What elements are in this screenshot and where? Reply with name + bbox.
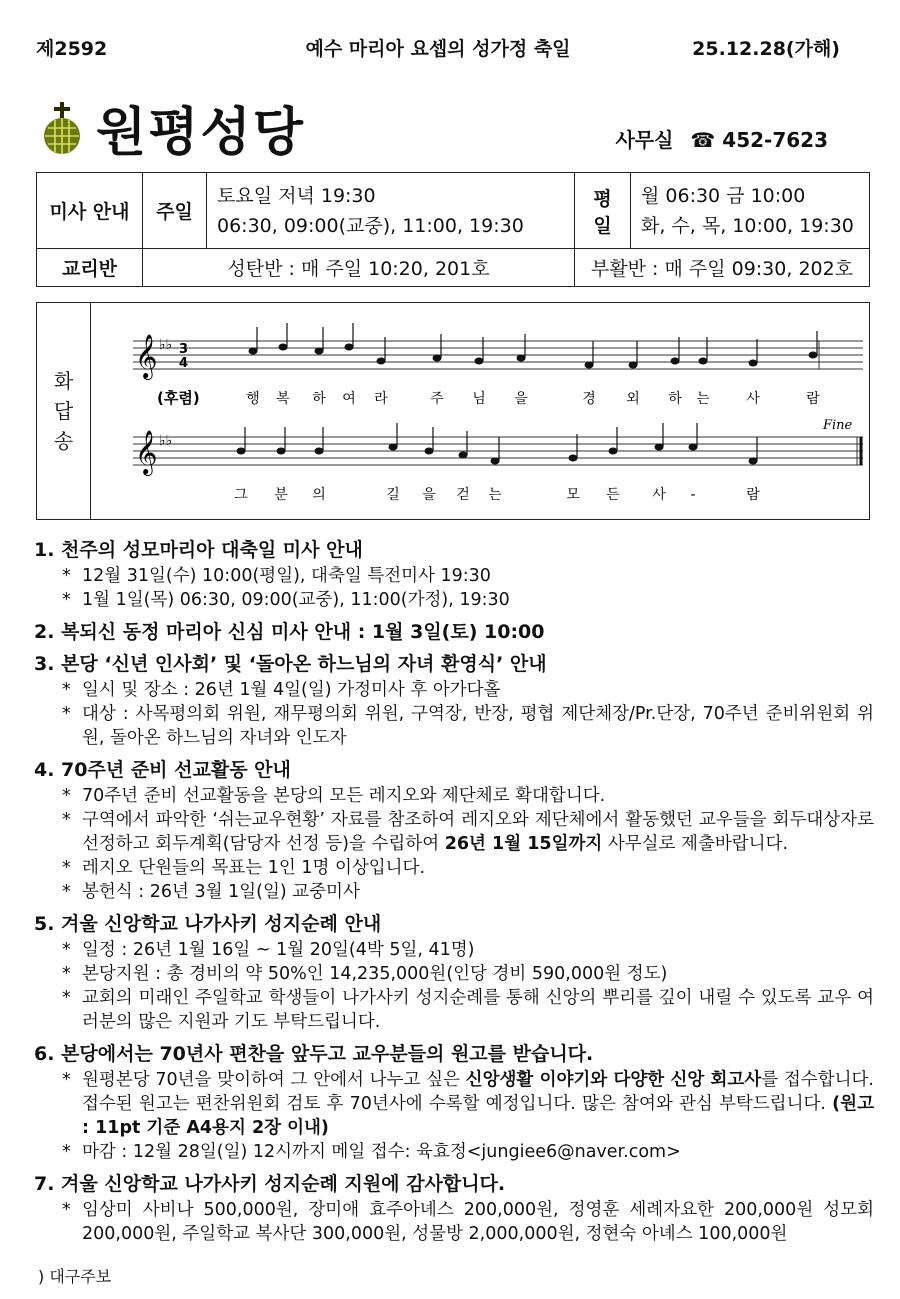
psalm-label: 화 답 송	[37, 303, 91, 519]
office-label: 사무실	[615, 128, 674, 152]
note-head	[475, 358, 484, 365]
treble-clef-icon-2: 𝄞	[135, 430, 158, 474]
lyric-syllable: 하	[312, 391, 326, 407]
note-head	[279, 344, 288, 351]
treble-clef-icon: 𝄞	[135, 334, 158, 378]
notices	[34, 538, 874, 1254]
note-head	[749, 360, 758, 367]
notice-7	[34, 1172, 874, 1246]
fine-mark: Fine	[823, 418, 853, 433]
note-head	[491, 458, 500, 465]
list-item: * 일정 : 26년 1월 16일 ~ 1월 20일(4박 5일, 41명)	[62, 940, 475, 960]
lyric-syllable: 모	[566, 487, 580, 503]
lyric-syllable: 는	[696, 391, 710, 407]
note-head	[609, 448, 618, 455]
mass-schedule-table	[36, 172, 870, 287]
note-head	[671, 358, 680, 365]
lyric-syllable: 을	[514, 391, 528, 407]
list-item: * 마감 : 12월 28일(일) 12시까지 메일 접수: 육효정<jungiee6@naver.com>	[62, 1142, 681, 1162]
lyric-syllable: 행	[246, 391, 260, 407]
note-head	[425, 448, 434, 455]
time-signature-top: 3	[179, 342, 189, 357]
lyric-syllable: 람	[806, 391, 820, 407]
masthead	[36, 34, 840, 64]
advent-class: 성탄반 : 매 주일 10:20, 201호	[143, 249, 575, 287]
note-head	[459, 452, 468, 459]
lyric-syllable: 외	[626, 391, 640, 407]
lyrics-line-2	[234, 486, 760, 503]
note-head	[237, 448, 246, 455]
music-score	[93, 303, 869, 519]
note-head	[315, 448, 324, 455]
notice-title: 6. 본당에서는 70년사 편찬을 앞두고 교우분들의 원고를 받습니다.	[34, 1043, 594, 1065]
lyric-syllable: 분	[274, 487, 288, 503]
parish-logo-icon	[40, 100, 84, 156]
list-item: * 1월 1일(목) 06:30, 09:00(교중), 11:00(가정), 19:30	[62, 590, 510, 610]
note-head	[389, 444, 398, 451]
lyric-syllable: 하	[668, 391, 682, 407]
time-signature-bottom: 4	[179, 356, 189, 371]
list-item: * 일시 및 장소 : 26년 1월 4일(일) 가정미사 후 아가다홀	[62, 680, 501, 700]
notice-title: 3. 본당 ‘신년 인사회’ 및 ‘돌아온 하느님의 자녀 환영식’ 안내	[34, 653, 547, 675]
list-item: * 대상 : 사목평의회 위원, 재무평의회 위원, 구역장, 반장, 평협 제단체장/Pr.단장, 70주년 준비위원회 위원, 돌아온 하느님의 자녀와 인도자	[62, 704, 874, 748]
notice-title: 5. 겨울 신앙학교 나가사키 성지순례 안내	[34, 913, 382, 935]
telephone-icon: ☎	[690, 128, 716, 152]
notice-6	[34, 1042, 874, 1164]
note-head	[315, 348, 324, 355]
list-item: * 구역에서 파악한 ‘쉬는교우현황’ 자료를 참조하여 레지오와 제단체에서 활동했던 교우들을 회두대상자로 선정하고 회두계획(담당자 선정 등)을 수립하여 26년 1월 15일까지 사무실로 제출바랍니다.	[62, 810, 874, 854]
notice-4	[34, 758, 874, 904]
notice-3	[34, 652, 874, 750]
list-item: * 원평본당 70년을 맞이하여 그 안에서 나누고 싶은 신앙생활 이야기와 다양한 신앙 회고사를 접수합니다. 접수된 원고는 편찬위원회 검토 후 70년사에 수록할 예정입니다. 많은 참여와 관심 부탁드립니다. (원고 : 11pt 기준 A4용지 2장 이내)	[62, 1070, 874, 1138]
lyric-syllable: 경	[582, 391, 596, 407]
list-item: * 임상미 사비나 500,000원, 장미애 효주아녜스 200,000원, 정영훈 세례자요한 200,000원 성모회 200,000원, 주일학교 복사단 300,000원, 성물방 2,000,000원, 정현숙 아녜스 100,000원	[62, 1200, 874, 1244]
lyric-syllable: 그	[234, 487, 248, 503]
notice-title: 2. 복되신 동정 마리아 신심 미사 안내 : 1월 3일(토) 10:00	[34, 621, 545, 643]
notice-5	[34, 912, 874, 1034]
list-item: * 교회의 미래인 주일학교 학생들이 나가사키 성지순례를 통해 신앙의 뿌리를 깊이 내릴 수 있도록 교우 여러분의 많은 지원과 기도 부탁드립니다.	[62, 988, 874, 1032]
note-head	[585, 362, 594, 369]
notice-title: 7. 겨울 신앙학교 나가사키 성지순례 지원에 감사합니다.	[34, 1173, 506, 1195]
feast-title: 예수 마리아 요셉의 성가정 축일	[305, 38, 571, 60]
lyric-syllable: 님	[472, 391, 486, 407]
note-head	[517, 355, 526, 362]
catechism-label: 교리반	[37, 249, 143, 287]
lyric-syllable: 여	[342, 391, 356, 407]
issue-date: 25.12.28(가해)	[692, 38, 840, 60]
lyric-syllable: 의	[312, 487, 326, 503]
note-head	[569, 455, 578, 462]
note-head	[345, 344, 354, 351]
list-item: * 본당지원 : 총 경비의 약 50%인 14,235,000원(인당 경비 590,000원 정도)	[62, 964, 668, 984]
sunday-times	[207, 173, 575, 249]
lyric-syllable: 길	[386, 487, 400, 503]
note-head	[655, 444, 664, 451]
lyric-syllable: 걷	[456, 487, 470, 503]
notice-title: 1. 천주의 성모마리아 대축일 미사 안내	[34, 539, 363, 561]
notice-1	[34, 538, 874, 612]
flat-sign-icon: ♭♭	[159, 337, 173, 353]
office-phone: 452-7623	[722, 128, 828, 152]
lyric-syllable: 든	[606, 487, 620, 503]
list-item: * 12월 31일(수) 10:00(평일), 대축일 특전미사 19:30	[62, 566, 491, 586]
footer-source: ) 대구주보	[38, 1267, 112, 1286]
lyric-syllable: 는	[488, 487, 502, 503]
sunday-line-2: 06:30, 09:00(교중), 11:00, 19:30	[217, 214, 524, 237]
lyric-syllable: 사	[652, 487, 666, 503]
easter-class: 부활반 : 매 주일 09:30, 202호	[575, 249, 870, 287]
sunday-label: 주일	[143, 173, 207, 249]
lyric-syllable: 람	[746, 487, 760, 503]
note-head	[433, 355, 442, 362]
note-head	[809, 352, 818, 359]
list-item: * 70주년 준비 선교활동을 본당의 모든 레지오와 제단체로 확대합니다.	[62, 786, 606, 806]
lyric-syllable: 라	[374, 391, 388, 407]
office-contact	[615, 124, 828, 153]
list-item: * 레지오 단원들의 목표는 1인 1명 이상입니다.	[62, 858, 426, 878]
note-head	[699, 358, 708, 365]
lyric-syllable: 을	[422, 487, 436, 503]
note-head	[749, 458, 758, 465]
notice-title: 4. 70주년 준비 선교활동 안내	[34, 759, 291, 781]
issue-number: 제2592	[36, 38, 108, 60]
parish-name: 원평성당	[96, 103, 305, 163]
note-head	[629, 362, 638, 369]
weekday-line-1: 월 06:30 금 10:00	[641, 184, 806, 207]
note-head	[377, 358, 386, 365]
weekday-line-2: 화, 수, 목, 10:00, 19:30	[641, 214, 854, 237]
lyric-syllable: 사	[746, 391, 760, 407]
lyric-syllable: 주	[430, 391, 444, 407]
note-head	[249, 348, 258, 355]
list-item: * 봉헌식 : 26년 3월 1일(일) 교중미사	[62, 882, 360, 902]
weekday-times	[631, 173, 870, 249]
sunday-line-1: 토요일 저녁 19:30	[217, 184, 376, 207]
lyrics-line-1	[246, 390, 820, 407]
mass-label: 미사 안내	[37, 173, 143, 249]
lyric-syllable: -	[690, 487, 696, 503]
refrain-label: (후렴)	[157, 389, 200, 407]
weekday-label: 평일	[575, 173, 631, 249]
note-head	[277, 448, 286, 455]
lyric-syllable: 복	[276, 391, 290, 407]
responsorial-psalm	[36, 302, 870, 520]
note-head	[689, 444, 698, 451]
flat-sign-icon-2: ♭♭	[159, 433, 173, 449]
notice-2	[34, 620, 874, 644]
